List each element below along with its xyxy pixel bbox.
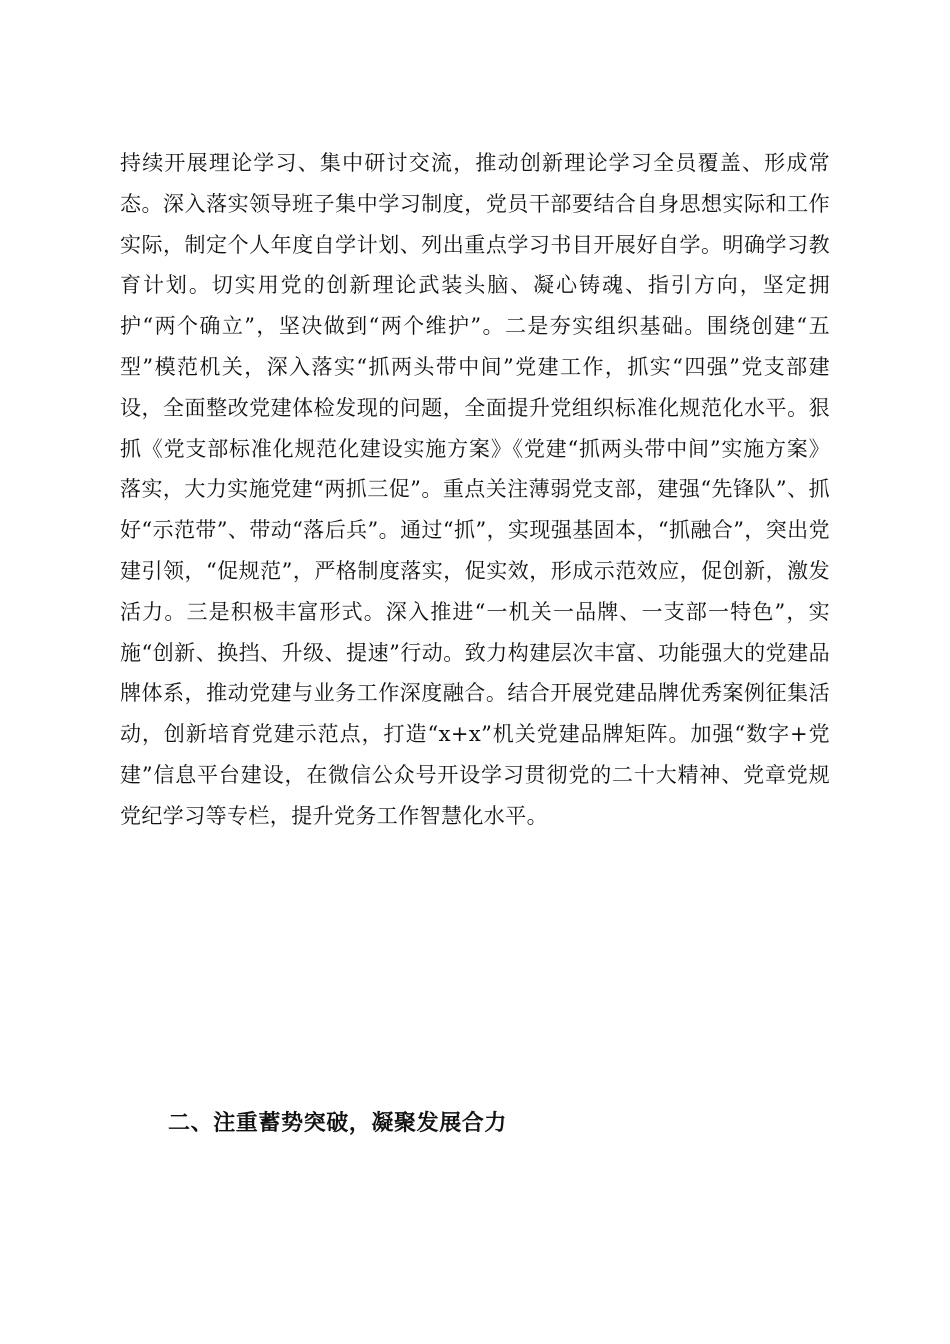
section-heading: 二、注重蓄势突破，凝聚发展合力 (168, 1111, 508, 1136)
body-paragraph: 持续开展理论学习、集中研讨交流，推动创新理论学习全员覆盖、形成常态。深入落实领导班子集中学习制度，党员干部要结合自身思想实际和工作实际，制定个人年度自学计划、列出重点学习书目开展好自学。明确学习教育计划。切实用党的创新理论武装头脑、凝心铸魂、指引方向，坚定拥护“两个确立”，坚决做到“两个维护”。二是夯实组织基础。围绕创建“五型”模范机关，深入落实“抓两头带中间”党建工作，抓实“四强”党支部建设，全面整改党建体检发现的问题，全面提升党组织标准化规范化水平。狠抓《党支部标准化规范化建设实施方案》《党建“抓两头带中间”实施方案》落实，大力实施党建“两抓三促”。重点关注薄弱党支部，建强“先锋队”、抓好“示范带”、带动“落后兵”。通过“抓”，实现强基固本，“抓融合”，突出党建引领，“促规范”，严格制度落实，促实效，形成示范效应，促创新，激发活力。三是积极丰富形式。深入推进“一机关一品牌、一支部一特色”，实施“创新、换挡、升级、提速”行动。致力构建层次丰富、功能强大的党建品牌体系，推动党建与业务工作深度融合。结合开展党建品牌优秀案例征集活动，创新培育党建示范点，打造“x+x”机关党建品牌矩阵。加强“数字+党建”信息平台建设，在微信公众号开设学习贯彻党的二十大精神、党章党规党纪学习等专栏，提升党务工作智慧化水平。 (120, 151, 830, 828)
